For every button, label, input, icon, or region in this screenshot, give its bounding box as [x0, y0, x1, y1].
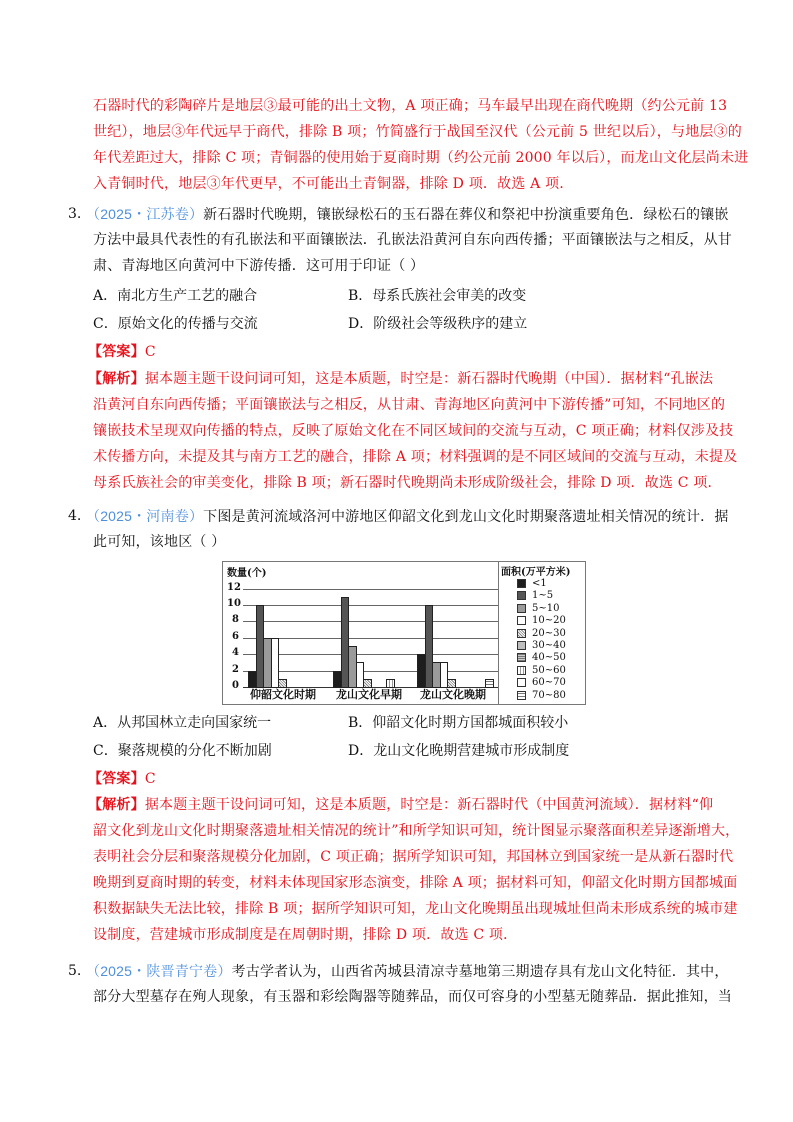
legend-swatch-icon	[517, 691, 526, 700]
analysis-line: 沿黄河自东向西传播；平面镶嵌法与之相反，从甘肃、青海地区向黄河中下游传播”可知，不同地区的	[93, 397, 726, 413]
question-stem-text: 新石器时代晚期，镶嵌绿松石的玉石器在葬仪和祭祀中扮演重要角色．绿松石的镶嵌	[203, 207, 729, 223]
question-stem-line: 肃、青海地区向黄河中下游传播．这可用于印证（ ）	[93, 258, 425, 274]
question-stem-line: 方法中最具代表性的有孔嵌法和平面镶嵌法．孔嵌法沿黄河自东向西传播；平面镶嵌法与之相反，从甘	[93, 232, 732, 248]
legend-swatch-icon	[517, 591, 526, 600]
question-stem-line: 部分大型墓存在殉人现象，有玉器和彩绘陶器等随葬品，而仅可容身的小型墓无随葬品．据此推知，当	[93, 989, 732, 1005]
option-d: D．阶级社会等级秩序的建立	[348, 316, 528, 332]
question-stem-line	[86, 503, 729, 530]
legend-label: <1	[532, 578, 547, 589]
legend-label: 60~70	[532, 677, 566, 689]
legend-label: 30~40	[532, 640, 566, 651]
question-number: 4.	[68, 508, 82, 524]
question-stem-line	[86, 958, 729, 985]
settlement-bar-chart	[222, 561, 586, 705]
analysis-tag: 【解析】	[88, 797, 145, 813]
analysis-line: 韶文化到龙山文化时期聚落遗址相关情况的统计”和所学知识可知，统计图显示聚落面积差异逐渐增大，	[93, 823, 740, 839]
analysis-line	[88, 792, 713, 818]
gridline	[243, 605, 498, 606]
legend-label: 50~60	[532, 664, 566, 676]
analysis-line: 术传播方向，未提及其与南方工艺的融合，排除 A 项；材料强调的是不同区域间的交流与互动，未提及	[93, 449, 738, 465]
legend-item	[517, 590, 553, 602]
analysis-line: 设制度，营建城市形成制度是在周朝时期，排除 D 项．故选 C 项．	[93, 927, 518, 943]
question-source: （2025・河南卷）	[86, 508, 204, 524]
option-c: C．聚落规模的分化不断加剧	[93, 743, 272, 759]
legend-item	[517, 677, 566, 689]
x-category-label: 龙山文化晚期	[420, 688, 486, 701]
legend-label: 1~5	[532, 590, 554, 602]
chart-legend	[498, 562, 586, 704]
analysis-line: 晚期到夏商时期的转变，材料未体现国家形态演变，排除 A 项；据材料可知，仰韶文化时期方国都城面	[93, 875, 738, 891]
option-b: B．仰韶文化时期方国都城面积较小	[348, 715, 569, 731]
question-source: （2025・陕晋青宁卷）	[86, 963, 232, 979]
legend-item	[517, 640, 566, 652]
y-axis-title: 数量(个)	[227, 568, 267, 579]
analysis-text: 据本题主题干设问词可知，这是本质题，时空是：新石器时代（中国黄河流域）．据材料“仰	[144, 797, 714, 813]
legend-label: 20~30	[532, 627, 566, 639]
question-number: 5.	[68, 963, 82, 979]
legend-swatch-icon	[517, 629, 526, 638]
answer-value: C	[144, 344, 156, 360]
answer-line	[88, 339, 156, 365]
option-c: C．原始文化的传播与交流	[93, 316, 258, 332]
prev-explanation-line: 入青铜时代，地层③年代更早，不可能出土青铜器，排除 D 项．故选 A 项．	[93, 176, 574, 192]
question-number: 3.	[68, 206, 82, 222]
x-category-label: 仰韶文化时期	[250, 688, 316, 701]
x-category-label: 龙山文化早期	[336, 688, 402, 701]
question-stem-text: 考古学者认为，山西省芮城县清凉寺墓地第三期遗存具有龙山文化特征．其中，	[231, 964, 729, 980]
answer-tag: 【答案】	[88, 771, 145, 787]
y-tick-label: 4	[232, 647, 239, 659]
y-tick-label: 10	[227, 598, 241, 609]
answer-tag: 【答案】	[88, 344, 145, 360]
legend-item	[517, 603, 559, 615]
question-stem-line: 此可知，该地区（ ）	[93, 534, 226, 550]
legend-swatch-icon	[517, 641, 526, 650]
legend-swatch-icon	[517, 616, 526, 625]
legend-title: 面积(万平方米)	[501, 567, 571, 578]
legend-item	[517, 615, 566, 627]
option-b: B．母系氏族社会审美的改变	[348, 288, 527, 304]
legend-label: 10~20	[532, 615, 566, 627]
option-a: A．南北方生产工艺的融合	[93, 288, 258, 304]
legend-swatch-icon	[517, 579, 526, 588]
option-a: A．从邦国林立走向国家统一	[93, 715, 272, 731]
prev-explanation-line: 年代差距过大，排除 C 项；青铜器的使用始于夏商时期（约公元前 2000 年以后），而龙山文化层尚未进	[93, 150, 749, 166]
analysis-line: 积数据缺失无法比较，排除 B 项；据所学知识可知，龙山文化晚期虽出现城址但尚未形成系统的城市建	[93, 901, 738, 917]
answer-line	[88, 766, 156, 792]
question-stem-line	[86, 201, 729, 228]
legend-item	[517, 652, 566, 664]
legend-item	[517, 578, 547, 590]
legend-item	[517, 665, 566, 677]
analysis-line: 镶嵌技术呈现双向传播的特点，反映了原始文化在不同区域间的交流与互动，C 项正确；材料仅涉及技	[93, 423, 734, 439]
analysis-line: 母系氏族社会的审美变化，排除 B 项；新石器时代晚期尚未形成阶级社会，排除 D 项．故选 C 项．	[93, 475, 722, 491]
question-source: （2025・江苏卷）	[86, 206, 204, 222]
legend-swatch-icon	[517, 666, 526, 675]
option-d: D．龙山文化晚期营建城市形成制度	[348, 743, 570, 759]
gridline	[243, 638, 498, 639]
y-tick-label: 0	[232, 680, 239, 691]
legend-swatch-icon	[517, 653, 526, 662]
y-tick-label: 2	[232, 663, 239, 675]
prev-explanation-line: 石器时代的彩陶碎片是地层③最可能的出土文物，A 项正确；马车最早出现在商代晚期（约公元前 13	[93, 98, 728, 114]
prev-explanation-line: 世纪），地层③年代远早于商代，排除 B 项；竹简盛行于战国至汉代（公元前 5 世纪以后），与地层③的	[93, 124, 742, 140]
legend-swatch-icon	[517, 678, 526, 687]
y-tick-label: 6	[232, 630, 239, 642]
analysis-tag: 【解析】	[88, 371, 145, 387]
chart-plot-area	[223, 562, 498, 704]
y-tick-label: 8	[232, 614, 239, 626]
y-tick-label: 12	[227, 581, 241, 593]
gridline	[243, 621, 498, 622]
legend-label: 40~50	[532, 652, 566, 664]
legend-item	[517, 628, 566, 640]
legend-swatch-icon	[517, 604, 526, 613]
analysis-text: 据本题主题干设问词可知，这是本质题，时空是：新石器时代晚期（中国）．据材料“孔嵌法	[144, 371, 714, 387]
question-stem-text: 下图是黄河流域洛河中游地区仰韶文化到龙山文化时期聚落遗址相关情况的统计．据	[203, 509, 729, 525]
legend-label: 5~10	[532, 602, 560, 614]
legend-item	[517, 690, 566, 702]
gridline	[243, 589, 498, 590]
gridline	[243, 671, 498, 672]
legend-label: 70~80	[532, 689, 566, 701]
analysis-line: 表明社会分层和聚落规模分化加剧，C 项正确；据所学知识可知，邦国林立到国家统一是从新石器时代	[93, 849, 734, 865]
answer-value: C	[144, 771, 156, 787]
analysis-line	[88, 366, 713, 392]
gridline	[243, 654, 498, 655]
